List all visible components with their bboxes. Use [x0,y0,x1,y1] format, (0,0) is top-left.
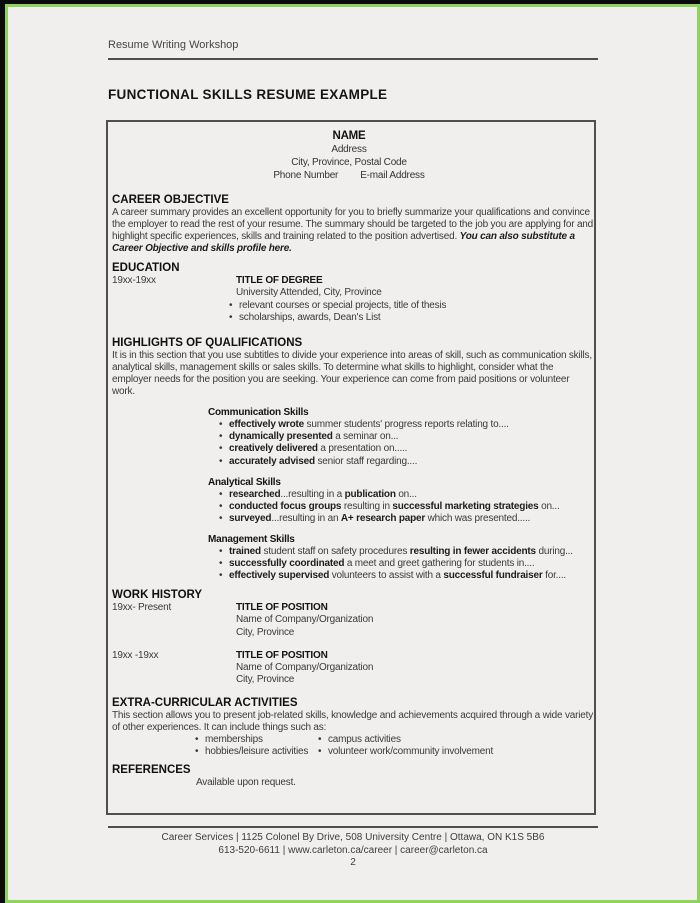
extra-curricular-bullet: • hobbies/leisure activities [192,746,315,758]
footer-contact-line: 613-520-6611 | www.carleton.ca/career | career@carleton.ca [218,844,488,856]
text-segment: on... [395,488,417,500]
extra-curricular-heading: EXTRA-CURRICULAR ACTIVITIES [112,696,298,709]
page-title: FUNCTIONAL SKILLS RESUME EXAMPLE [108,87,388,102]
contact-address: Address [331,144,367,155]
references-heading: REFERENCES [112,764,191,777]
workshop-label: Resume Writing Workshop [108,39,239,51]
work-entry-org: Name of Company/Organization [236,661,374,673]
text-segment: ...resulting in a [280,488,345,500]
skill-bullet [216,546,586,558]
education-bullet: • scholarships, awards, Dean's List [226,312,586,324]
skill-group-title: Analytical Skills [208,476,281,488]
page-footer [108,826,598,870]
resume-box [106,120,596,815]
text-segment: successful fundraiser [443,570,543,582]
text-segment: A career summary provides an excellent opportunity for you to briefly summarize your qualifications and convince the employer to read the rest of your resume. The summary should be targeted to the job you are applying for and highlight specific experiences, skills and training related to the position advertised. [112,207,594,243]
work-history-heading: WORK HISTORY [112,589,203,602]
highlights-body: It is in this section that you use subtitles to divide your experience into areas of skill, such as communication skills, analytical skills, management skills or sales skills. To determine what skills to highlight, consider what the employer needs for the position you are seeking. Your experience can come from paid positions or volunteer work. [112,349,592,398]
contact-phone: Phone Number [273,170,339,181]
work-entry-location: City, Province [236,626,295,638]
header-divider [108,58,598,60]
text-segment: during... [535,546,573,558]
work-entries [112,602,586,686]
text-segment: accurately advised [229,455,315,467]
work-entry-date: 19xx- Present [112,602,172,614]
career-objective-heading: CAREER OBJECTIVE [112,194,229,206]
contact-email: E-mail Address [360,170,425,181]
text-segment: researched [229,488,281,500]
extra-curricular-bullets [192,734,586,758]
work-entry-title: TITLE OF POSITION [236,649,328,661]
text-segment: resulting in [341,500,393,512]
education-entry [112,275,586,299]
text-segment: student staff on safety procedures [260,546,410,558]
text-segment: on... [538,500,560,512]
skills-groups [208,407,586,582]
education-heading: EDUCATION [112,262,180,275]
skill-bullet [216,419,586,431]
extra-curricular-body: This section allows you to present job-related skills, knowledge and achievements acquired through a wide variety of other experiences. It can include things such as: [112,709,594,733]
references-body: Available upon request. [196,777,296,789]
contact-name: NAME [332,130,366,142]
education-degree-title: TITLE OF DEGREE [236,275,323,287]
career-objective-body [112,207,594,255]
page-number: 2 [350,857,356,868]
text-segment: resulting in fewer accidents [409,546,536,558]
skill-bullet [216,501,586,513]
text-segment: creatively delivered [229,443,318,455]
text-segment: a meet and greet gathering for students in.... [344,558,535,570]
education-details [236,275,586,299]
text-segment: conducted focus groups [229,500,342,512]
text-segment: A+ research paper [340,512,426,524]
skill-bullet [216,431,586,443]
text-segment: dynamically presented [229,431,333,443]
text-segment: ...resulting in an [271,512,341,524]
skill-group [208,534,586,582]
contact-city-line: City, Province, Postal Code [291,157,407,168]
skill-group-title: Communication Skills [208,407,309,419]
extra-curricular-bullet: • memberships [192,734,315,746]
work-entry-org: Name of Company/Organization [236,614,374,626]
contact-block [112,130,586,182]
footer-address-line: Career Services | 1125 Colonel By Drive, 508 University Centre | Ottawa, ON K1S 5B6 [161,832,545,843]
text-segment: trained [229,546,261,558]
education-bullets [226,300,586,324]
skill-group [208,477,586,525]
text-segment: volunteers to assist with a [329,570,444,582]
skill-bullets [216,489,586,525]
skill-bullet [216,489,586,501]
work-entry-date: 19xx -19xx [112,649,159,661]
education-institution: University Attended, City, Province [236,287,382,299]
skill-bullet [216,443,586,455]
skill-bullets [216,419,586,467]
skill-bullet [216,558,586,570]
text-segment: successful marketing strategies [392,500,539,512]
skill-bullet [216,513,586,525]
skill-bullets [216,546,586,582]
skill-group-title: Management Skills [208,533,295,545]
text-segment: publication [344,488,396,500]
page-frame [5,4,700,903]
text-segment: successfully coordinated [229,558,345,570]
skill-bullet [216,456,586,468]
text-segment: a presentation on..... [317,443,408,455]
text-segment: surveyed [229,512,272,524]
education-bullet: • relevant courses or special projects, title of thesis [226,300,586,312]
work-entry-location: City, Province [236,673,295,685]
contact-phone-line [112,169,586,182]
text-segment: You can also substitute a Career Objective and skills profile here. [112,231,575,255]
text-segment: which was presented..... [425,512,531,524]
work-entry-title: TITLE OF POSITION [236,602,328,614]
work-history-entry [112,602,586,638]
text-segment: a seminar on... [332,431,399,443]
text-segment: effectively supervised [229,570,330,582]
work-entry-details [236,602,586,638]
text-segment: for.... [542,570,566,582]
extra-curricular-bullet: • campus activities [315,734,586,746]
skill-group [208,407,586,467]
education-date: 19xx-19xx [112,275,156,287]
highlights-heading: HIGHLIGHTS OF QUALIFICATIONS [112,336,303,349]
extra-curricular-bullet: • volunteer work/community involvement [315,746,586,758]
text-segment: senior staff regarding.... [314,455,418,467]
work-entry-details [236,650,586,686]
text-segment: summer students' progress reports relating to.... [303,419,509,431]
text-segment: effectively wrote [229,419,304,431]
skill-bullet [216,570,586,582]
work-history-entry [112,650,586,686]
